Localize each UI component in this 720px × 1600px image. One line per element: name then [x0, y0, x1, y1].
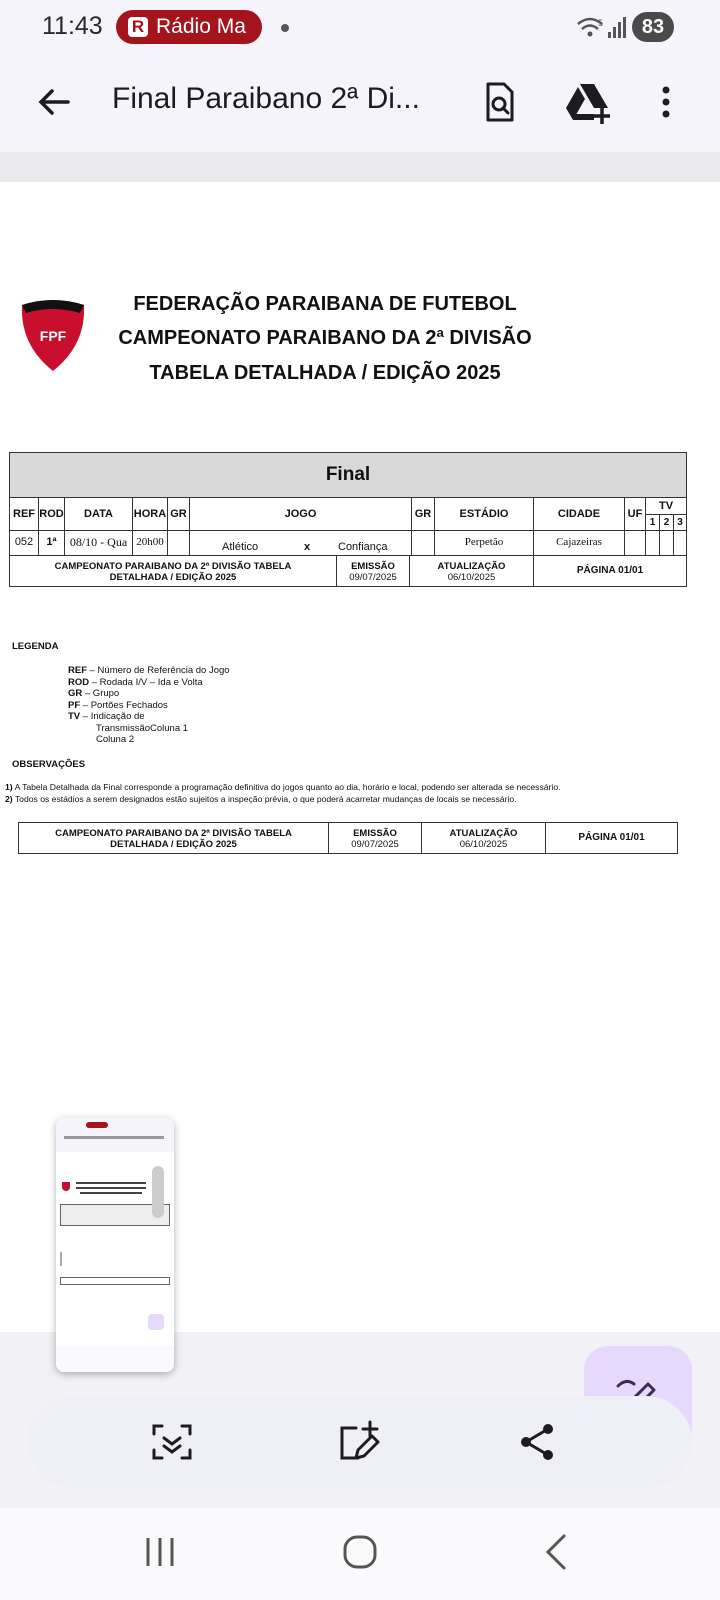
thumbnail-appbar: [56, 1118, 174, 1152]
emissao-date: 09/07/2025: [349, 572, 397, 583]
clock: 11:43: [42, 12, 103, 40]
legend-item-gr: GR – Grupo: [68, 688, 120, 699]
game-ref: 052: [9, 530, 39, 556]
game-stadium: Perpetão: [434, 530, 534, 556]
table-footer-title: [9, 555, 337, 587]
col-jogo: JOGO: [189, 497, 412, 531]
col-tv-2: 2: [659, 514, 674, 531]
home-icon[interactable]: [336, 1528, 384, 1576]
game-time: 20h00: [132, 530, 168, 556]
status-bar: [0, 0, 720, 56]
logo-text: FPF: [39, 328, 67, 344]
page-footer-emissao: [328, 822, 422, 854]
thumbnail-logo: [62, 1182, 70, 1191]
page-footer-line2: DETALHADA / EDIÇÃO 2025: [110, 839, 237, 850]
share-icon[interactable]: [514, 1418, 562, 1466]
recents-icon[interactable]: [136, 1528, 184, 1576]
app-bar: [0, 56, 720, 152]
page-footer-atualizacao: [421, 822, 546, 854]
table-footer-page: PÁGINA 01/01: [533, 555, 687, 587]
thumbnail-footer: [60, 1277, 170, 1285]
col-tv-3: 3: [673, 514, 687, 531]
observations-title: OBSERVAÇÕES: [12, 759, 86, 770]
notification-dot-icon: [281, 24, 289, 32]
fpf-logo: [20, 299, 86, 373]
page-emissao-date: 09/07/2025: [351, 839, 399, 850]
emissao-label: EMISSÃO: [351, 561, 395, 572]
thumbnail-line: [80, 1192, 142, 1194]
back-nav-icon[interactable]: [532, 1528, 580, 1576]
thumbnail-pill: [86, 1122, 108, 1128]
game-uf: [624, 530, 646, 556]
table-footer-line2: DETALHADA / EDIÇÃO 2025: [109, 572, 237, 583]
atualizacao-date: 06/10/2025: [447, 572, 496, 583]
notification-pill[interactable]: [116, 10, 262, 44]
atualizacao-label: ATUALIZAÇÃO: [437, 561, 506, 572]
observation-1: 1) A Tabela Detalhada da Final corresponde a programação definitiva do jogos quanto ao dia, horário e local, podendo ser alterada se necessário.: [5, 782, 561, 792]
col-rod: ROD: [38, 497, 65, 531]
table-footer-line1: CAMPEONATO PARAIBANO DA 2ª DIVISÃO TABELA: [54, 561, 292, 572]
game-tv-1: [645, 530, 660, 556]
game-city: Cajazeiras: [533, 530, 625, 556]
game-matchup: [189, 530, 412, 556]
scan-icon[interactable]: [148, 1418, 196, 1466]
legend-tv-cont1: TransmissãoColuna 1: [96, 722, 189, 734]
col-estadio: ESTÁDIO: [434, 497, 534, 531]
federation-title: FEDERAÇÃO PARAIBANA DE FUTEBOL: [133, 293, 517, 315]
game-gr-home: [167, 530, 190, 556]
away-team: Confiança: [338, 541, 388, 553]
wifi-signal-icon: [576, 14, 626, 42]
legend-title: LEGENDA: [12, 641, 59, 652]
add-annotation-icon[interactable]: [334, 1418, 382, 1466]
battery-indicator: 83: [632, 12, 674, 42]
observation-2: 2) Todos os estádios a serem designados estão sujeitos a inspeção prévia, o que poderá acarretar mudanças de locais se necessário.: [5, 793, 517, 804]
col-tv: TV: [645, 497, 687, 515]
arrow-back-icon[interactable]: [30, 78, 78, 126]
screenshot-thumbnail[interactable]: [56, 1118, 174, 1372]
game-tv-3: [673, 530, 687, 556]
home-team: Atlético: [222, 541, 259, 553]
page-gap: [0, 152, 720, 182]
phase-title: Final: [9, 452, 687, 498]
table-footer-emissao: [336, 555, 410, 587]
thumbnail-scroll-handle: [152, 1166, 164, 1218]
document-search-icon[interactable]: [476, 78, 524, 126]
page-footer-title: [18, 822, 329, 854]
championship-title: CAMPEONATO PARAIBANO DA 2ª DIVISÃO: [118, 327, 532, 349]
col-data: DATA: [64, 497, 133, 531]
thumbnail-line: [76, 1182, 146, 1184]
legend-item-tv: TV – Indicação de: [68, 711, 145, 722]
table-footer-atualizacao: [409, 555, 534, 587]
col-gr-away: GR: [411, 497, 435, 531]
thumbnail-navbar: [56, 1346, 174, 1372]
legend-item-pf: PF – Portões Fechados: [68, 699, 168, 711]
game-rod: 1ª: [38, 530, 65, 556]
col-cidade: CIDADE: [533, 497, 625, 531]
col-ref: REF: [9, 497, 39, 531]
thumbnail-fab: [148, 1314, 164, 1330]
navigation-bar: [0, 1508, 720, 1600]
radio-app-icon: R: [128, 17, 148, 37]
legend-list: [68, 665, 230, 746]
notification-text: Rádio Ma: [156, 15, 246, 38]
page-atualizacao-date: 06/10/2025: [459, 839, 508, 850]
vs-separator: x: [304, 541, 311, 553]
observations-list: [5, 782, 560, 805]
col-tv-1: 1: [645, 514, 660, 531]
page-footer-line1: CAMPEONATO PARAIBANO DA 2ª DIVISÃO TABELA: [55, 828, 292, 839]
page-emissao-label: EMISSÃO: [353, 828, 397, 839]
legend-item-ref: REF – Número de Referência do Jogo: [68, 665, 230, 676]
page-footer-page: PÁGINA 01/01: [545, 822, 678, 854]
legend-tv-cont2: Coluna 2: [96, 734, 135, 745]
more-vert-icon[interactable]: [642, 78, 690, 126]
col-uf: UF: [624, 497, 646, 531]
game-tv-2: [659, 530, 674, 556]
page-atualizacao-label: ATUALIZAÇÃO: [449, 828, 518, 839]
thumbnail-legend: [60, 1252, 102, 1266]
col-gr-home: GR: [167, 497, 190, 531]
col-hora: HORA: [132, 497, 168, 531]
thumbnail-line: [76, 1187, 146, 1189]
network-label: 5: [598, 18, 604, 28]
edition-title: TABELA DETALHADA / EDIÇÃO 2025: [149, 362, 501, 384]
document-title: Final Paraibano 2ª Di...: [112, 82, 420, 115]
legend-item-rod: ROD – Rodada I/V – Ida e Volta: [68, 676, 203, 688]
thumbnail-title-bar: [64, 1136, 164, 1139]
drive-add-icon[interactable]: [564, 78, 612, 126]
game-date: 08/10 - Qua: [64, 530, 133, 556]
game-gr-away: [411, 530, 435, 556]
